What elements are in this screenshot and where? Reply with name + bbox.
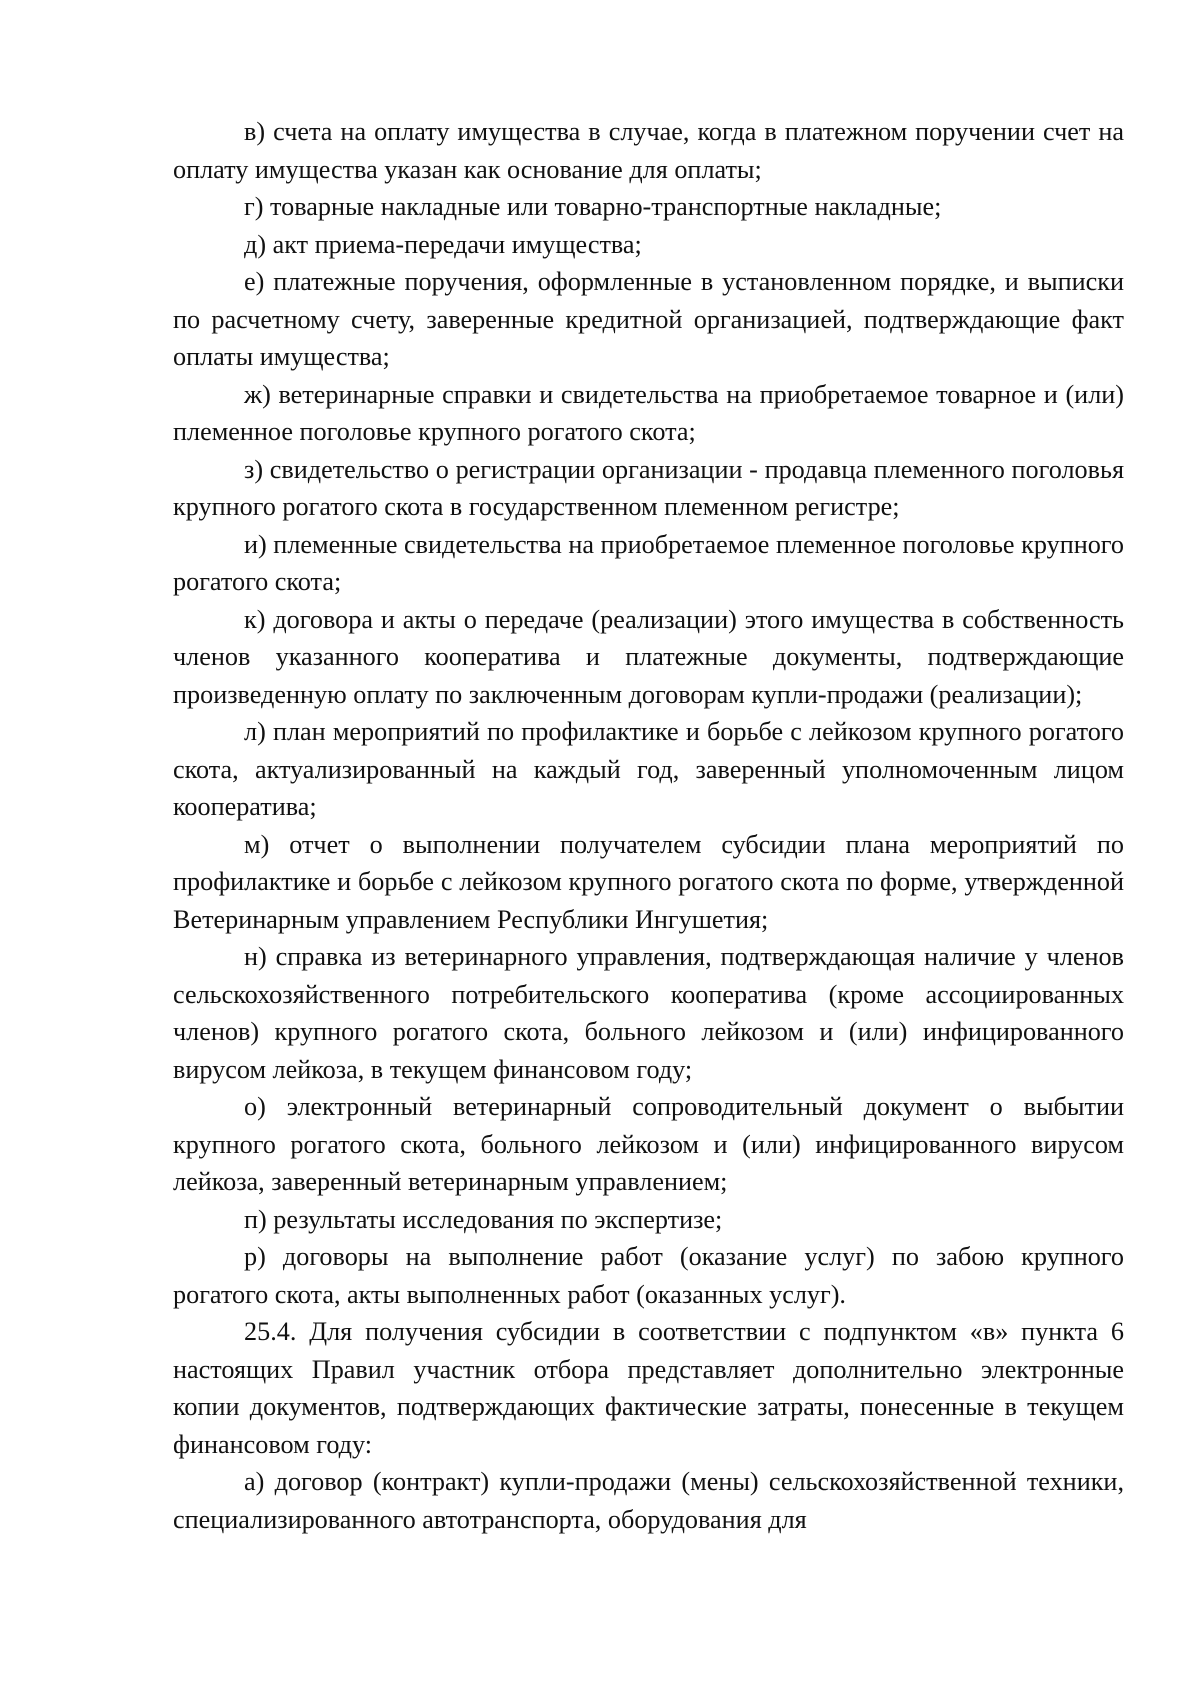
paragraph-n-veterinary-reference: н) справка из ветеринарного управления, подтверждающая наличие у членов сельскохозяйственного потребительского кооператива (кроме ассоциированных членов) крупного рогатого скота, больного лейкозом и (или) инфицированного вирусом лейкоза, в текущем финансовом году;: [173, 942, 1124, 1084]
paragraph-z-registration-certificate: з) свидетельство о регистрации организации - продавца племенного поголовья крупного рогатого скота в государственном племенном регистре;: [173, 454, 1124, 521]
paragraph-v-invoices: в) счета на оплату имущества в случае, когда в платежном поручении счет на оплату имущества указан как основание для оплаты;: [173, 117, 1124, 184]
paragraph-o-electronic-document: о) электронный ветеринарный сопроводительный документ о выбытии крупного рогатого скота, больного лейкозом и (или) инфицированного вирусом лейкоза, заверенный ветеринарным управлением;: [173, 1092, 1124, 1196]
paragraph-p-expertise-results: п) результаты исследования по экспертизе;: [244, 1204, 723, 1234]
paragraph-d-transfer-act: д) акт приема-передачи имущества;: [244, 229, 642, 259]
paragraph-l-leukosis-plan: л) план мероприятий по профилактике и борьбе с лейкозом крупного рогатого скота, актуализированный на каждый год, заверенный уполномоченным лицом кооператива;: [173, 717, 1124, 821]
paragraph-g-waybills: г) товарные накладные или товарно-транспортные накладные;: [244, 192, 942, 221]
paragraph-e-payment-orders: е) платежные поручения, оформленные в установленном порядке, и выписки по расчетному счету, заверенные кредитной организацией, подтверждающие факт оплаты имущества;: [173, 267, 1124, 371]
paragraph-25-4: 25.4. Для получения субсидии в соответствии с подпунктом «в» пункта 6 настоящих Правил участник отбора представляет дополнительно электронные копии документов, подтверждающих фактические затраты, понесенные в текущем финансовом году:: [173, 1317, 1124, 1459]
paragraph-zh-veterinary-certificates: ж) ветеринарные справки и свидетельства на приобретаемое товарное и (или) племенное поголовье крупного рогатого скота;: [173, 379, 1124, 446]
paragraph-r-slaughter-contracts: р) договоры на выполнение работ (оказание услуг) по забою крупного рогатого скота, акты выполненных работ (оказанных услуг).: [173, 1242, 1124, 1309]
paragraph-k-transfer-contracts: к) договора и акты о передаче (реализации) этого имущества в собственность членов указанного кооператива и платежные документы, подтверждающие произведенную оплату по заключенным договорам купли-продажи (реализации);: [173, 604, 1124, 709]
paragraph-a-purchase-contract: а) договор (контракт) купли-продажи (мены) сельскохозяйственной техники, специализированного автотранспорта, оборудования для: [173, 1467, 1124, 1534]
paragraph-m-plan-report: м) отчет о выполнении получателем субсидии плана мероприятий по профилактике и борьбе с лейкозом крупного рогатого скота по форме, утвержденной Ветеринарным управлением Республики Ингушетия;: [173, 829, 1124, 934]
document-body: [173, 113, 1124, 1538]
paragraph-i-breeding-certificates: и) племенные свидетельства на приобретаемое племенное поголовье крупного рогатого скота;: [173, 529, 1124, 596]
